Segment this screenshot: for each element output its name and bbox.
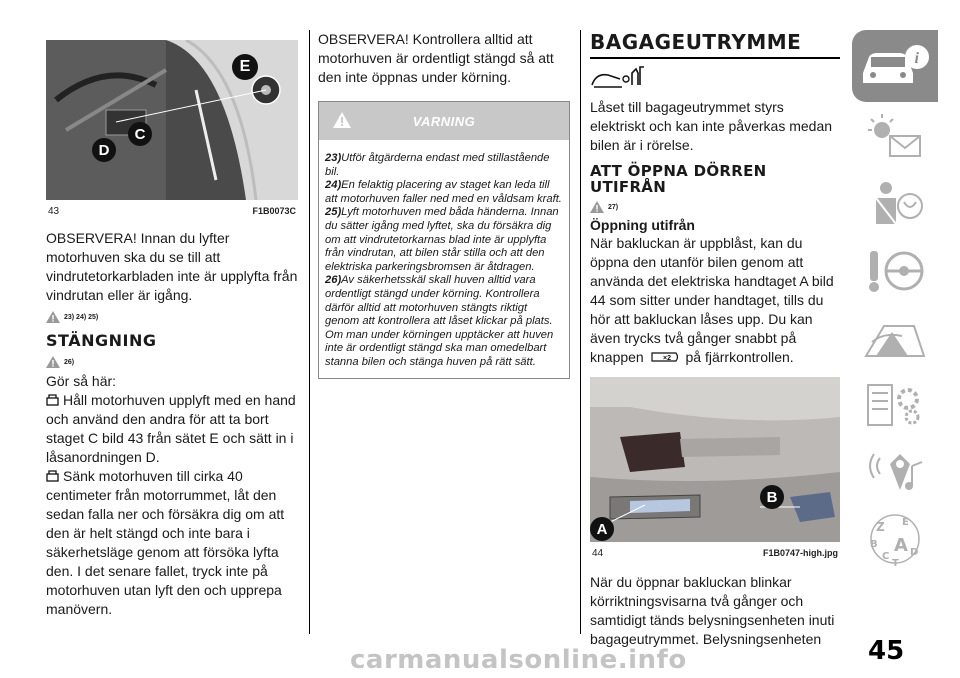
warning-refs-closing: [46, 356, 298, 368]
label-a-marker: A: [590, 517, 614, 541]
svg-text:Z: Z: [876, 520, 885, 534]
trunk-heading: BAGAGEUTRYMME: [590, 30, 840, 59]
closing-heading: STÄNGNING: [46, 331, 157, 350]
warning-text: Utför åtgärderna endast med stillastående bil.: [325, 152, 550, 178]
sidebar-tab-maintenance[interactable]: [852, 373, 938, 437]
car-info-icon: [859, 43, 931, 89]
warning-text: En felaktig placering av staget kan leda till att motorhuven faller ned med en våldsam kraft.: [325, 179, 562, 205]
svg-text:D: D: [910, 547, 919, 558]
remote-key-icon: [650, 350, 680, 364]
warning-item: [325, 179, 563, 206]
warning-item: [325, 206, 563, 274]
watermark: carmanualsonline.info: [350, 645, 687, 675]
step-hand-icon: [46, 394, 59, 406]
trunk-icon: [590, 65, 646, 91]
sidebar-tab-car-info[interactable]: [852, 30, 938, 102]
warning-refs-trunk: [590, 201, 840, 213]
trunk-intro-paragraph: Låset till bagageutrymmet styrs elektriskt och kan inte påverkas medan bilen är i rörelse.: [590, 99, 833, 153]
key-steering-icon: [862, 245, 928, 297]
warning-refs-trunk-text: 27): [608, 203, 619, 211]
tailgate-illustration: [590, 377, 840, 542]
sidebar-tab-index[interactable]: [852, 507, 938, 571]
multimedia-icon: [862, 446, 928, 498]
svg-text:B: B: [870, 539, 878, 550]
index-letters-icon: [862, 511, 928, 567]
hood-strut-illustration: [46, 40, 298, 200]
figure-44-image: [590, 377, 840, 542]
warning-triangle-icon: [590, 201, 604, 213]
warning-refs-intro: [46, 311, 298, 323]
warning-box-header: [319, 102, 569, 140]
warning-title: VARNING: [412, 113, 476, 129]
sidebar-tab-multimedia[interactable]: [852, 440, 938, 504]
step-hand-icon: [46, 470, 59, 482]
info-glyph: i: [914, 50, 919, 67]
warning-number: 25): [325, 206, 342, 219]
step-2-text: Sänk motorhuven till cirka 40 centimeter från motorrummet, låt den sedan falla ner och försäkra dig om att den är helt stängd och inte bara i säkerhetsläge genom att försöka lyfta den. I det senare fallet, tryck inte på motorhuven utan lyft den och upprepa manövern.: [46, 468, 285, 617]
label-c-marker: C: [128, 122, 152, 146]
label-b-marker: B: [760, 485, 784, 509]
opening-outside-heading: Öppning utifrån: [590, 217, 695, 233]
tailgate-open-paragraph: När du öppnar bakluckan blinkar körriktningsvisarna två gånger och samtidigt tänds belysningsenheten inuti bagageutrymmet. Belysningsenheten: [590, 574, 835, 647]
figure-44-number: 44: [592, 548, 604, 559]
column-left: [46, 40, 298, 619]
opening-outside-paragraph: [590, 234, 840, 367]
warning-item: [325, 152, 563, 179]
hood-intro-paragraph: OBSERVERA! Innan du lyfter motorhuven ska du se till att vindrutetorkarbladen inte är upplyfta från vindrutan eller är igång.: [46, 230, 298, 303]
column-right: [590, 30, 840, 649]
step-1-text: Håll motorhuven upplyft med en hand och använd den andra för att ta bort staget C bild 43 från sätet E och sätt in i låsanordningen D.: [46, 392, 296, 465]
figure-43-image: [46, 40, 298, 200]
opening-text-part-2: på fjärrkontrollen.: [685, 349, 794, 365]
step-1-paragraph: [46, 391, 298, 467]
svg-text:C: C: [882, 551, 890, 562]
warning-number: 24): [325, 179, 342, 192]
warning-item: [325, 274, 563, 369]
label-d-marker: D: [92, 138, 116, 162]
warning-triangle-icon: [333, 112, 351, 128]
warning-road-icon: [862, 312, 928, 364]
warning-box: [318, 101, 570, 379]
figure-43-number: 43: [48, 206, 60, 217]
column-divider-2: [580, 30, 581, 634]
open-door-heading: ATT ÖPPNA DÖRREN UTIFRÅN: [590, 162, 767, 196]
lights-mail-icon: [862, 112, 928, 162]
sidebar-tab-starting[interactable]: [852, 239, 938, 303]
figure-44-code: F1B0747-high.jpg: [762, 548, 838, 558]
warning-text: Av säkerhetsskäl skall huven alltid vara ordentligt stängd under körning. Kontrollera därför alltid att motorhuven stängts riktigt genom att kontrollera att låset klickar på plats. Om man under körningen upptäcker att huven inte är ordentligt stängd ska man omedelbart stanna bilen och stänga huven på rätt sätt.: [325, 274, 554, 368]
warning-text: Lyft motorhuven med båda händerna. Innan du sätter igång med lyftet, ska du försäkra dig om att vindrutetorkarnas blad inte är upplyfta från vindrutan, att bilen står stilla och att den elektriska parkeringsbromsen är åtdragen.: [325, 206, 559, 273]
do-this-label: Gör så här:: [46, 373, 117, 389]
figure-43-caption: [46, 200, 298, 217]
sidebar-tab-lights[interactable]: [852, 105, 938, 169]
svg-text:E: E: [902, 517, 909, 528]
svg-text:A: A: [894, 535, 908, 556]
warning-refs-closing-text: 26): [64, 358, 75, 366]
step-2-paragraph: [46, 467, 298, 619]
warning-refs-intro-text: 23) 24) 25): [64, 313, 99, 321]
opening-text-part-1: När bakluckan är uppblåst, kan du öppna den utanför bilen genom att använda det elektriska handtaget A bild 44 som sitter under handtaget, tills du hör att bakluckan låses upp. Du kan även trycks två gånger snabbt på knappen: [590, 235, 834, 365]
svg-text:T: T: [892, 558, 899, 567]
warning-triangle-icon: [46, 311, 60, 323]
column-middle: [318, 30, 570, 379]
warning-box-body: [319, 140, 569, 378]
sidebar-tab-safety[interactable]: [852, 172, 938, 236]
figure-43-code: F1B0073C: [252, 206, 296, 216]
label-e-marker: E: [232, 54, 258, 80]
remote-key-label: ×2: [662, 355, 671, 362]
figure-44-caption: [590, 542, 840, 559]
column-divider-1: [309, 30, 310, 634]
warning-number: 23): [325, 152, 342, 164]
service-tools-icon: [862, 379, 928, 431]
warning-number: 26): [325, 274, 342, 287]
warning-triangle-icon: [46, 356, 60, 368]
hood-closed-note: OBSERVERA! Kontrollera alltid att motorhuven är ordentligt stängd så att den inte öppnas under körning.: [318, 31, 554, 85]
seatbelt-airbag-icon: [862, 178, 928, 230]
chapter-sidebar: [852, 30, 938, 574]
page-number: 45: [868, 636, 905, 666]
sidebar-tab-emergency[interactable]: [852, 306, 938, 370]
